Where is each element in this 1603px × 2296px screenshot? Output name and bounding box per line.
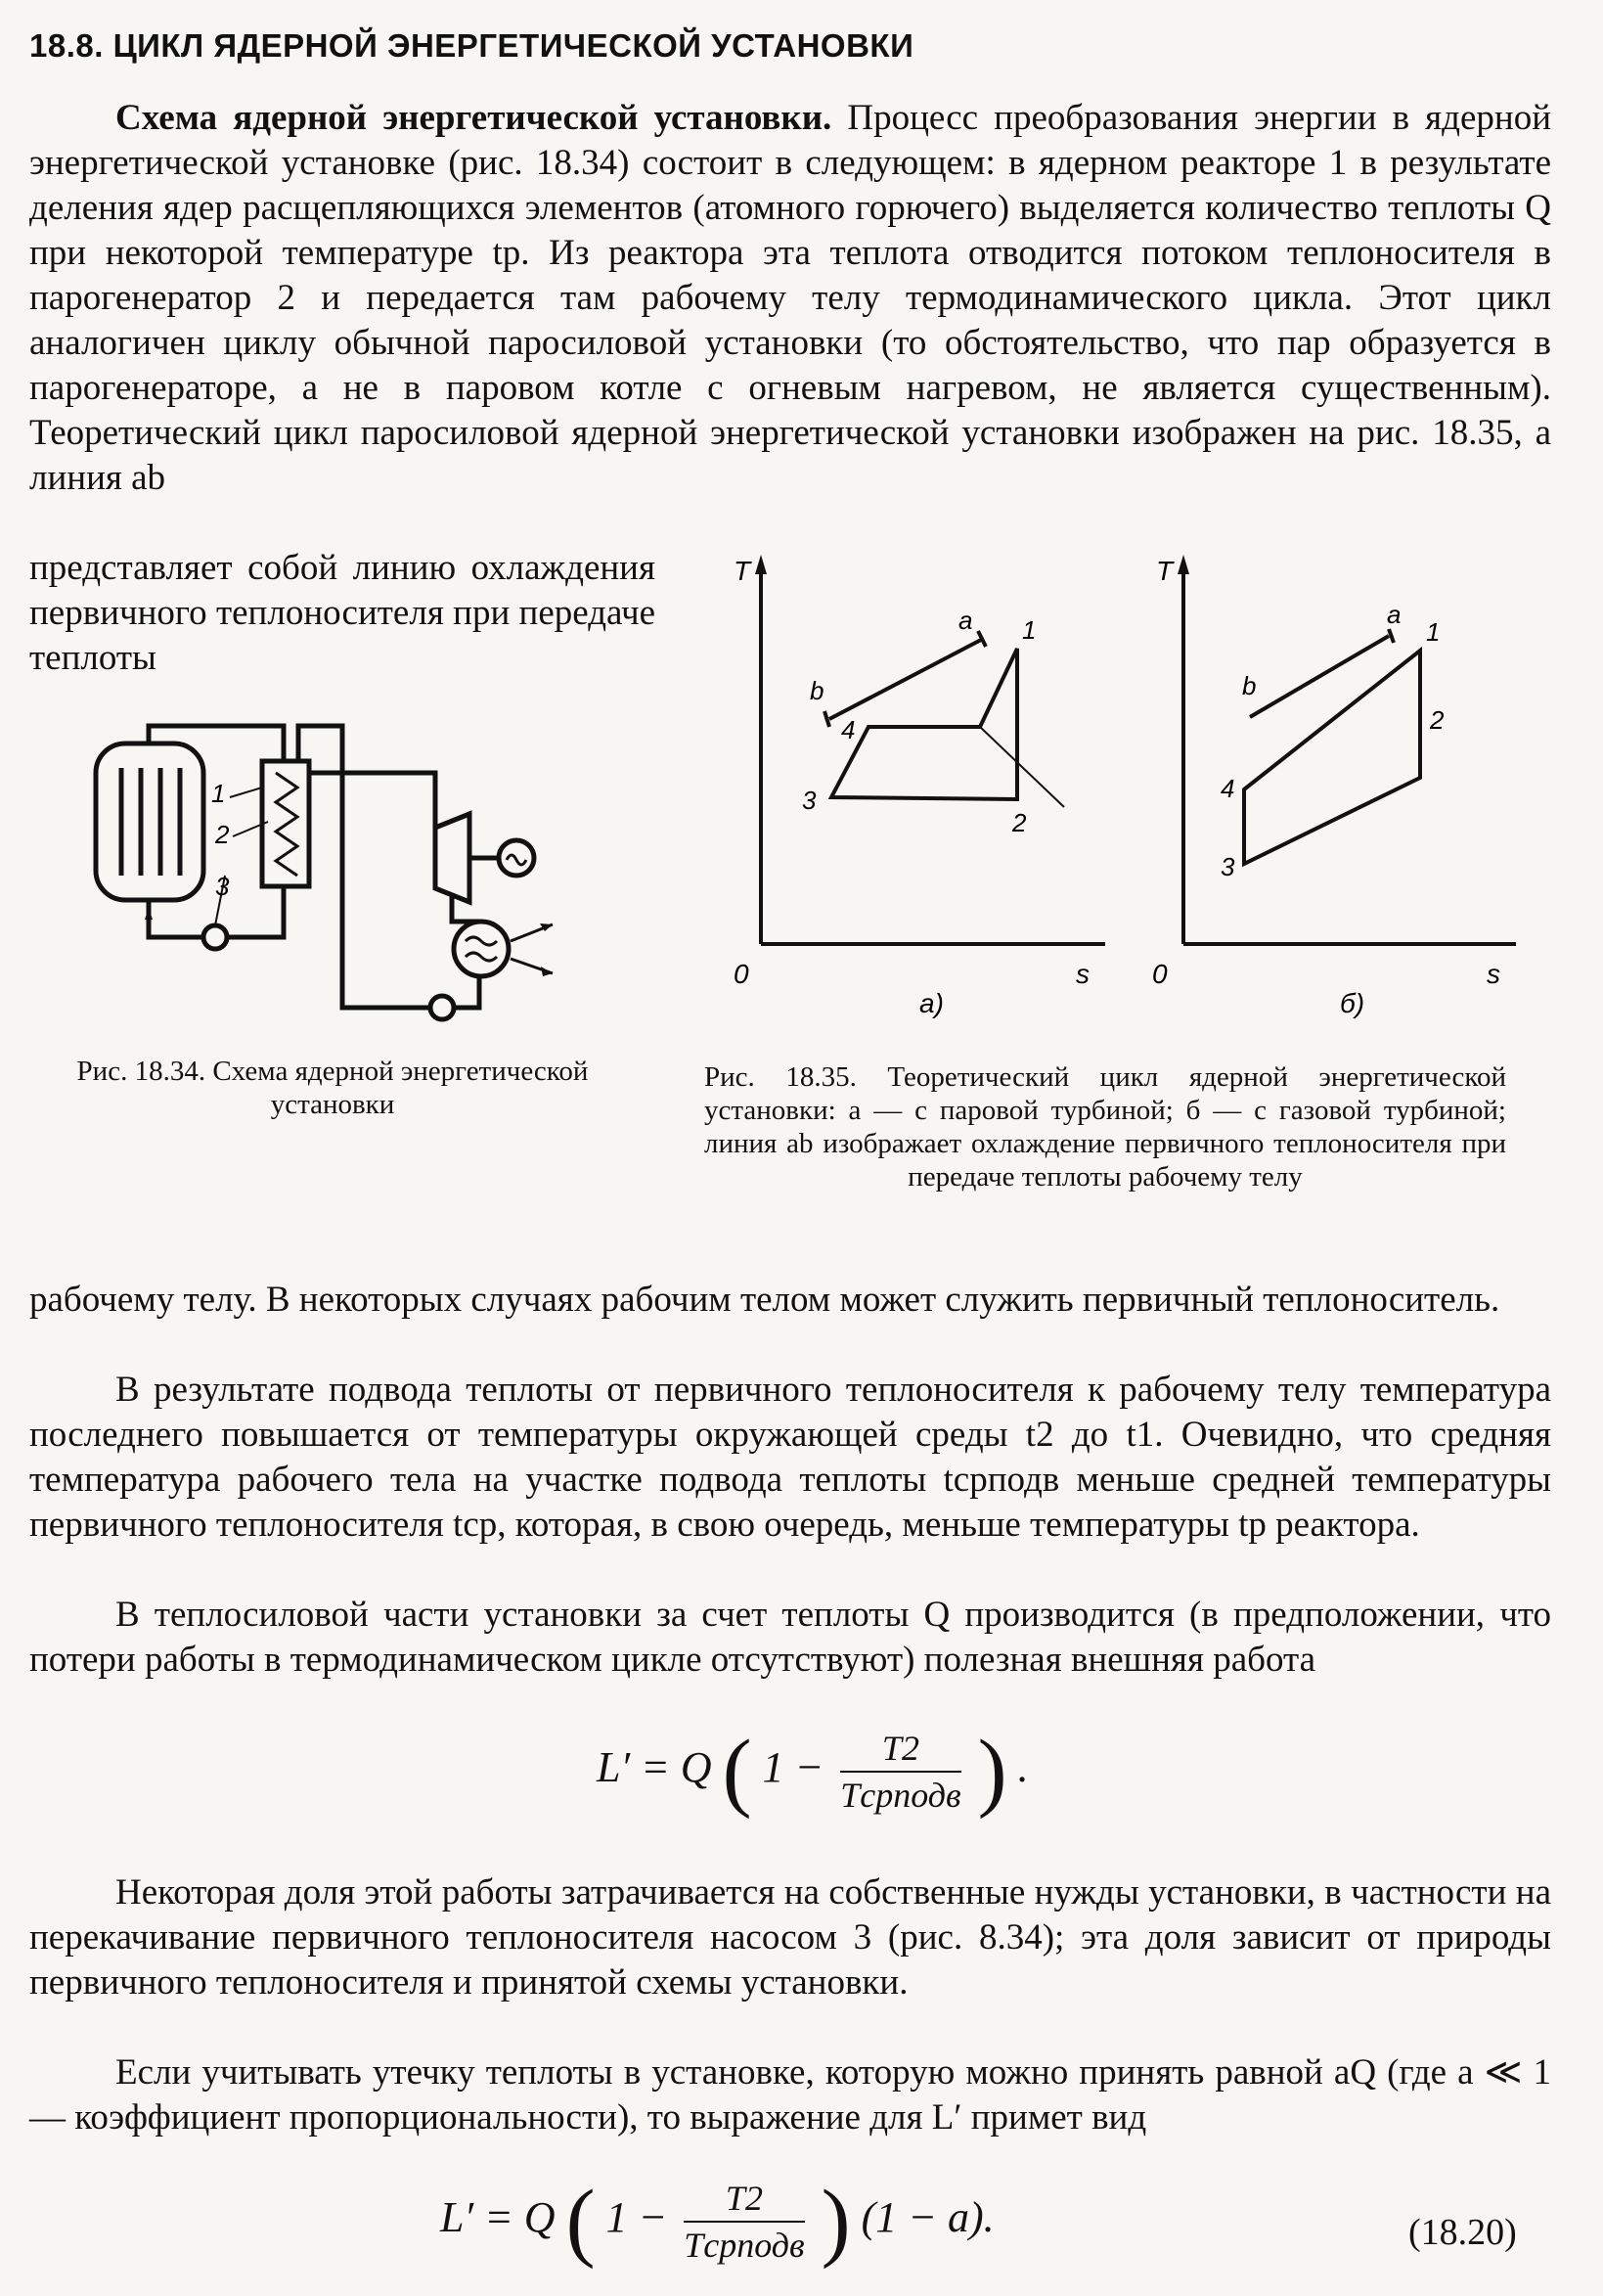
svg-text:4: 4 [841,715,856,744]
ts-diagram-b [1144,553,1555,1022]
paragraph-intro-text: Процесс преобразования энергии в ядерной энергетической установке (рис. 18.34) состоит в следующем: в ядерном реакторе 1 в результате деления ядер расщепляющихся элементов (атомного горючего) выделяется количество теплоты Q при некоторой температуре tр. Из реактора эта теплота отводится потоком теплоносителя в парогенератор 2 и передается там рабочему телу термодинамического цикла. Этот цикл аналогичен циклу обычной паросиловой установки (то обстоятельство, что пар образуется в парогенераторе, а не в паровом котле с огневым нагревом, не является существенным). Теоретический цикл паросиловой ядерной энергетической установки изображен на рис. 18.35, а линия ab [29,98,1551,498]
svg-text:b: b [1242,671,1257,700]
svg-text:б): б) [1340,988,1365,1018]
svg-text:a: a [1387,600,1402,629]
svg-text:T: T [1156,556,1174,586]
turbine [435,814,469,902]
formula-one: 1 − [605,2193,668,2242]
svg-text:0: 0 [734,959,749,989]
svg-text:s: s [1076,959,1090,989]
formula-one: 1 − [762,1743,824,1792]
formula-work-leak: L′ = Q ( 1 − $\frac{T2}{\text{Tсрподв}}$ ) (1 − a). [440,2173,995,2270]
saturation-curve [980,727,1064,807]
paragraph-intro-continued: представляет собой линию охлаждения первичного теплоносителя при передаче теплоты [29,548,655,678]
paragraph-own-needs: Некоторая доля этой работы затрачивается на собственные нужды установки, в частности на перекачивание первичного теплоносителя насосом 3 (рис. 8.34); эта доля зависит от природы первичного теплоносителя и принятой схемы установки. [29,1872,1551,2003]
formula-fraction [840,1728,960,1816]
label-reactor: 1 [211,779,226,808]
svg-text:0: 0 [1152,959,1168,989]
ts-diagram-a [714,553,1125,1022]
label-pump: 3 [215,872,230,901]
line-ab [829,639,983,719]
figure-caption-ts: Рис. 18.35. Теоретический цикл ядерной энергетической установки: а — с паровой турбиной; б — с газовой турбиной; линия ab изображает охлаждение первичного теплоносителя при передаче теплоты рабочему телу [704,1061,1506,1193]
line-ab [1250,636,1389,717]
primary-pump [203,925,227,949]
formula-fraction [684,2178,804,2266]
svg-text:1: 1 [1022,615,1037,645]
paragraph-temperature: В результате подвода теплоты от первичного теплоносителя к рабочему телу температура последнего повышается от температуры окружающей среды t2 до t1. Очевидно, что средняя температура рабочего тела на участке подвода теплоты tсрподв меньше средней температуры первичного теплоносителя tср, которая, в свою очередь, меньше температуры tр реактора. [29,1370,1551,1545]
formula-lhs: L′ = Q [597,1743,712,1792]
feed-pump [430,996,454,1019]
steam-generator-coil [276,773,297,876]
fraction-numerator: T2 [684,2178,804,2223]
svg-text:4: 4 [1221,774,1235,803]
label-steam-generator: 2 [215,820,230,849]
plant-scheme-figure [59,675,646,1037]
fraction-denominator: Tсрподв [840,1776,961,1815]
paragraph-heat-leak: Если учитывать утечку теплоты в установке, которую можно принять равной aQ (где a ≪ 1 — коэффициент пропорциональности), то выражение для L′ примет вид [29,2052,1551,2138]
paragraph-intro [29,96,1551,501]
paragraph-lead: Схема ядерной энергетической установки. [115,98,832,138]
figure-caption-scheme: Рис. 18.34. Схема ядерной энергетической установки [76,1056,589,1120]
equation-number: (18.20) [1408,2212,1517,2253]
paragraph-working-body: рабочему телу. В некоторых случаях рабочим телом может служить первичный теплоноситель. [29,1280,1500,1320]
svg-text:s: s [1487,959,1500,989]
formula-tail: . [1017,1743,1029,1792]
section-heading: 18.8. ЦИКЛ ЯДЕРНОЙ ЭНЕРГЕТИЧЕСКОЙ УСТАНОВКИ [29,27,914,64]
svg-text:3: 3 [802,786,817,815]
svg-text:3: 3 [1221,852,1235,881]
svg-text:1: 1 [1426,617,1441,647]
svg-text:T: T [734,556,751,586]
svg-text:a): a) [919,988,944,1018]
fraction-numerator: T2 [840,1728,960,1773]
formula-tail: (1 − a). [861,2193,995,2242]
svg-text:b: b [810,676,824,705]
reactor-vessel [96,743,203,900]
cycle-b [1244,651,1420,864]
condenser [454,922,509,976]
formula-work: L′ = Q ( 1 − $\frac{T2}{\text{Tсрподв}}$ ) . [597,1723,1029,1820]
svg-text:2: 2 [1012,808,1027,837]
svg-text:2: 2 [1430,705,1445,735]
fraction-denominator: Tсрподв [684,2226,805,2265]
svg-text:a: a [958,606,973,635]
paragraph-useful-work: В теплосиловой части установки за счет теплоты Q производится (в предположении, что потери работы в термодинамическом цикле отсутствуют) полезная внешняя работа [29,1595,1551,1680]
formula-lhs: L′ = Q [440,2193,556,2242]
